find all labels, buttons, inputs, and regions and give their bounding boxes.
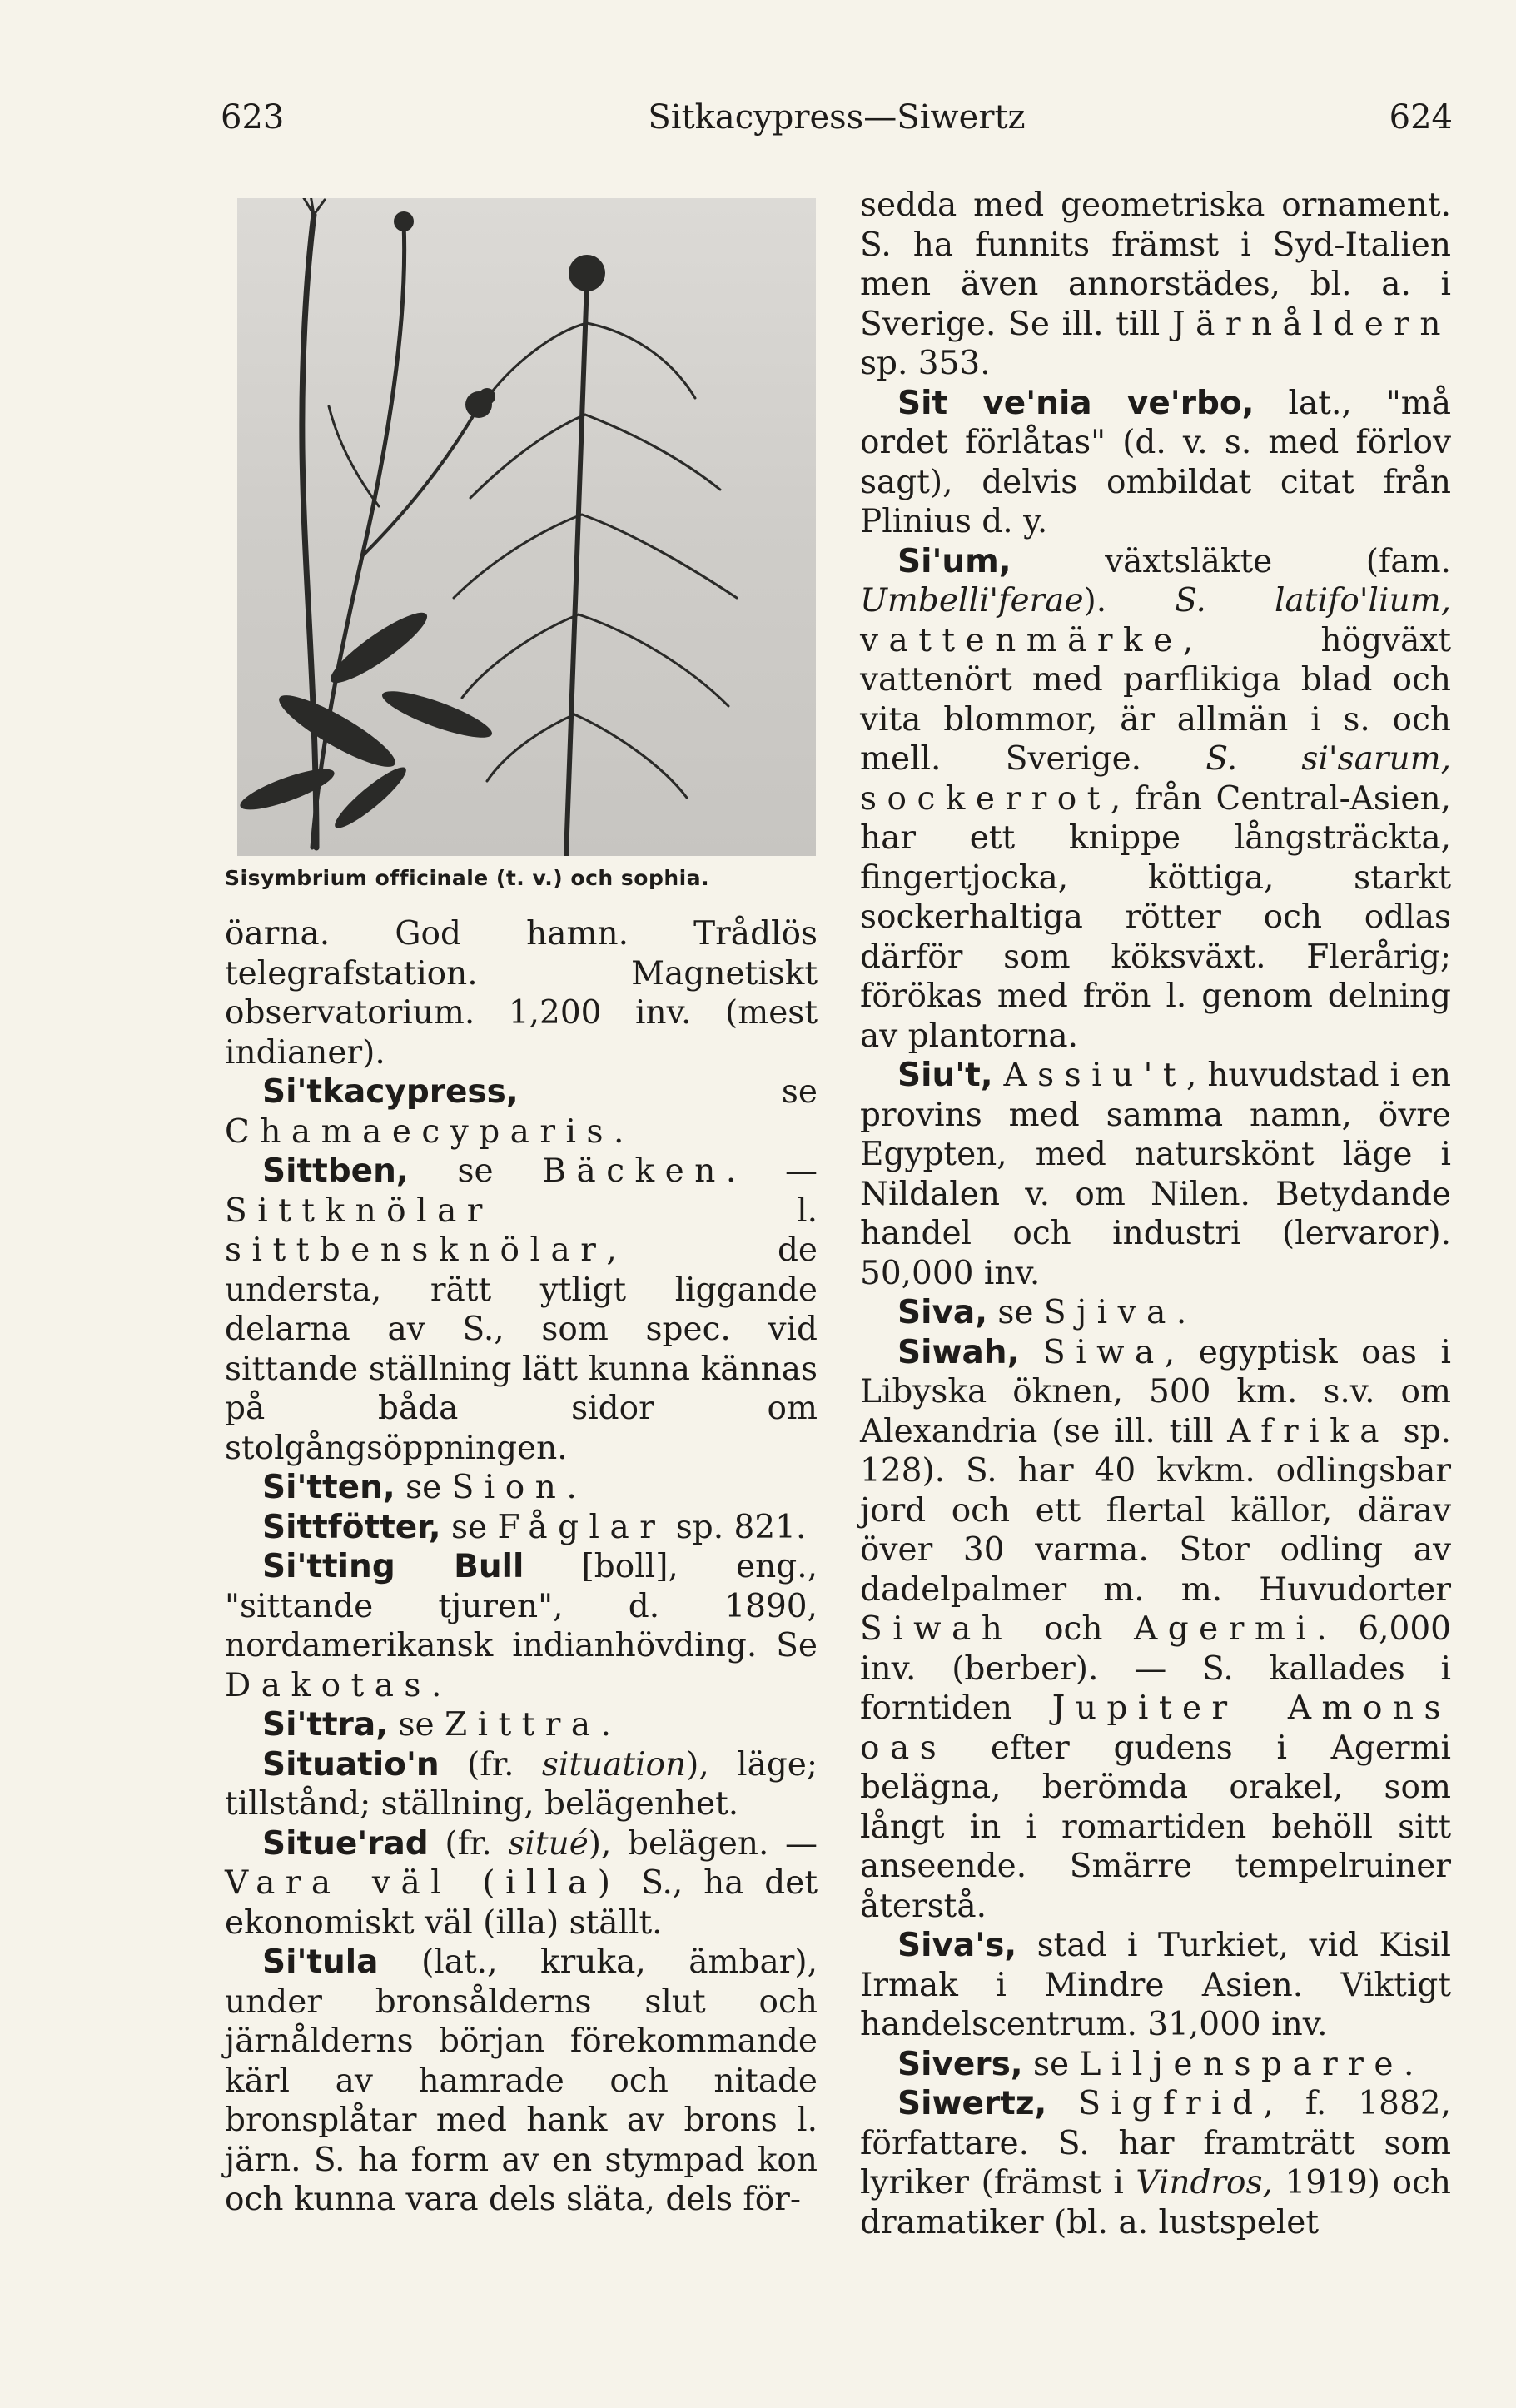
entry-sium [860, 542, 1451, 1057]
entry-text: och [1012, 1610, 1135, 1648]
entry-text: se [408, 1152, 543, 1190]
entry-sittfotter [225, 1508, 818, 1548]
cross-reference: Afrika [1227, 1412, 1389, 1450]
entry-text: sedda med geometriska ornament. S. ha funnits främst i Syd-Italien men även annorstädes, bl. a. i Sverige. Se ill. till [860, 187, 1451, 343]
entry-sivers [860, 2045, 1451, 2085]
spaced-term: sockerrot [860, 779, 1111, 818]
entry-text: . [1403, 2045, 1414, 2083]
entry-situerad [225, 1824, 818, 1943]
entry-text [1019, 1334, 1043, 1371]
cross-reference: Järnåldern [1172, 305, 1451, 343]
spaced-term: Vara väl (illa) [225, 1864, 621, 1902]
figure-caption: Sisymbrium officinale (t. v.) och sophia. [225, 866, 710, 890]
entry-text: se [395, 1469, 452, 1506]
entry-text: (fr. [439, 1745, 542, 1784]
entry-text: växtsläkte (fam. [1011, 542, 1451, 580]
spaced-term: Sigfrid [1078, 2085, 1264, 2122]
cross-reference: Zittra [444, 1706, 601, 1744]
entry-text: . [600, 1706, 612, 1744]
entry-text [1046, 2085, 1078, 2122]
right-column [860, 186, 1451, 2242]
italic-term: situé [508, 1824, 589, 1863]
entry-text: se [987, 1294, 1044, 1331]
entry-text: sp. 128). S. har 40 kvkm. odlingsbar jord och ett flertal källor, därav över 30 varma. Stor odling av dadelpalmer m. m. Huvudorter [860, 1412, 1451, 1609]
entry-text: öarna. God hamn. Trådlös telegrafstation. Magnetiskt observatorium. 1,200 inv. (mest indianer). [225, 915, 818, 1072]
entry-text: 1919) och dramatiker (bl. a. lustspelet [860, 2164, 1451, 2241]
running-title: Sitkacypress—Siwertz [648, 98, 1026, 137]
entry-sit-venia-verbo [860, 384, 1451, 542]
italic-term: S. latifo'lium, [1175, 582, 1451, 619]
cross-reference: Dakotas [225, 1666, 431, 1704]
entry-text: [boll], eng., "sittande tjuren", d. 1890, nordamerikansk indianhövding. Se [225, 1548, 818, 1664]
entry-text: (fr. [428, 1824, 509, 1863]
entry-continuation [860, 186, 1451, 384]
spaced-term: Jupiter Amons oas [860, 1689, 1451, 1767]
page-number-right: 624 [1389, 98, 1453, 137]
entry-text: S., ha det ekonomiskt väl (illa) ställt. [225, 1864, 818, 1942]
entry-headword: Si'tting Bull [262, 1548, 524, 1585]
entry-text: , högväxt vattenört med parflikiga blad och vita blommor, är allmän i s. och mell. Sverige. [860, 621, 1451, 778]
italic-term: Vindros, [1136, 2164, 1273, 2202]
spaced-term: sittbensknölar [225, 1231, 607, 1269]
italic-term: situation [541, 1745, 687, 1784]
spaced-term: Sittknölar [225, 1192, 493, 1230]
entry-text: . 6,000 inv. (berber). — S. kallades i forntiden [860, 1610, 1451, 1727]
spaced-term: Siwah [860, 1610, 1013, 1648]
entry-text: ). [1083, 582, 1176, 619]
entry-headword: Si'tkacypress, [262, 1073, 519, 1111]
entry-headword: Siva's, [897, 1927, 1017, 1964]
entry-text: se [1022, 2045, 1080, 2083]
entry-text: efter gudens i Agermi belägna, berömda orakel, som långt in i romartiden behöll sitt anseende. Smärre tempelruiner återstå. [860, 1729, 1451, 1925]
italic-term: Umbelli'ferae [860, 582, 1084, 619]
entry-text: . [614, 1112, 624, 1151]
entry-headword: Si'tten, [262, 1469, 395, 1506]
entry-headword: Siwertz, [897, 2085, 1047, 2122]
entry-text: , huvudstad i en provins med samma namn, övre Egypten, med naturskönt läge i Nildalen v. om Nilen. Betydande handel och industri (lervaror). 50,000 inv. [860, 1057, 1451, 1292]
entry-text: sp. 821. [665, 1508, 807, 1546]
entry-sitting-bull [225, 1547, 818, 1705]
entry-headword: Siwah, [897, 1333, 1020, 1371]
spaced-term: vattenmärke [860, 621, 1183, 659]
entry-headword: Si'um, [897, 542, 1011, 580]
entry-headword: Sivers, [897, 2045, 1023, 2083]
entry-text: l. [492, 1192, 818, 1230]
entry-text: se [440, 1508, 498, 1546]
entry-siwah [860, 1333, 1451, 1927]
entry-text: ), läge; tillstånd; ställning, belägenhet. [225, 1745, 818, 1823]
cross-reference: Fåglar [497, 1508, 666, 1546]
plant-drawing [237, 198, 816, 856]
entry-headword: Siva, [897, 1294, 988, 1331]
entry-text: , f. 1882, författare. S. har framträtt som lyriker (främst i [860, 2085, 1451, 2202]
entry-text: , från Central-Asien, har ett knippe långsträckta, fingertjocka, köttiga, starkt sockerhaltiga rötter och odlas därför som köksväxt. Flerårig; förökas med frön l. genom delning av plantorna. [860, 779, 1451, 1055]
page-number-left: 623 [221, 98, 285, 137]
entry-siut [860, 1056, 1451, 1293]
spaced-term: Assiu't [1003, 1057, 1187, 1094]
entry-headword: Situe'rad [262, 1824, 429, 1863]
entry-text: se [518, 1073, 818, 1111]
entry-text: se [388, 1706, 445, 1744]
entry-headword: Sit ve'nia ve'rbo, [897, 384, 1255, 422]
entry-text: , egyptisk oas i Libyska öknen, 500 km. s.v. om Alexandria (se ill. till [860, 1333, 1451, 1450]
spaced-term: Agermi [1134, 1610, 1317, 1648]
entry-headword: Situatio'n [262, 1745, 440, 1784]
entry-siwertz [860, 2084, 1451, 2242]
plant-illustration [237, 198, 816, 856]
entry-text: , de understa, rätt ytligt liggande delarna av S., som spec. vid sittande ställning lätt kunna kännas på båda sidor om stolgångsöppningen. [225, 1231, 818, 1467]
entry-text [993, 1057, 1004, 1094]
italic-term: S. si'sarum, [1205, 740, 1451, 778]
entry-text: (lat., kruka, ämbar), under bronsålderns slut och järnålderns början förekommande kärl av hamrade och nitade bronsplåtar med hank av brons l. järn. S. ha form av en stympad kon och kunna vara dels släta, dels för- [225, 1943, 818, 2218]
cross-reference: Liljensparre [1079, 2045, 1404, 2083]
entry-sivas [860, 1926, 1451, 2045]
cross-reference: Bäcken [542, 1152, 726, 1190]
entry-situla [225, 1943, 818, 2220]
entry-text: . [430, 1666, 442, 1704]
left-column [225, 914, 818, 2220]
entry-sitten [225, 1468, 818, 1508]
entry-sitkacypress [225, 1072, 818, 1152]
entry-text: . [566, 1469, 577, 1506]
entry-headword: Si'tula [262, 1943, 379, 1981]
entry-situation [225, 1745, 818, 1824]
entry-text: lat., "må ordet förlåtas" (d. v. s. med förlov sagt), delvis ombildat citat från Plinius d. y. [860, 384, 1451, 540]
entry-headword: Si'ttra, [262, 1706, 389, 1744]
entry-siva [860, 1293, 1451, 1333]
entry-text: . — [725, 1152, 818, 1190]
cross-reference: Sjiva [1043, 1294, 1176, 1331]
entry-text: sp. 353. [860, 345, 991, 382]
entry-headword: Siu't, [897, 1057, 993, 1094]
cross-reference: Sion [451, 1469, 567, 1506]
page-header [221, 98, 1453, 148]
entry-headword: Sittben, [262, 1152, 409, 1190]
entry-text: . [1176, 1294, 1187, 1331]
entry-headword: Sittfötter, [262, 1508, 441, 1546]
entry-text: ), belägen. — [588, 1824, 818, 1863]
entry-sittben [225, 1152, 818, 1468]
cross-reference: Chamaecyparis [225, 1112, 614, 1151]
entry-text: stad i Turkiet, vid Kisil Irmak i Mindre Asien. Viktigt handelscentrum. 31,000 inv. [860, 1927, 1451, 2043]
entry-sittra [225, 1705, 818, 1745]
entry-continuation [225, 914, 818, 1072]
spaced-term: Siwa [1043, 1333, 1165, 1371]
